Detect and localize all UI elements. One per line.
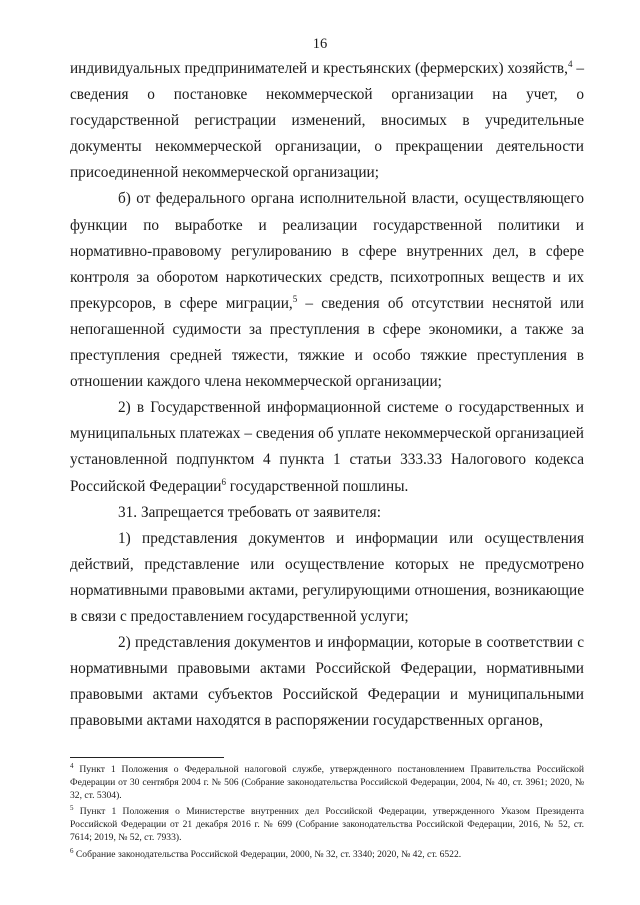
footnote-reference: 4 xyxy=(567,58,573,69)
paragraph-item-b xyxy=(70,186,584,395)
paragraph-text: индивидуальных предпринимателей и крестьянских (фермерских) хозяйств, xyxy=(70,60,568,77)
paragraph-text: – сведения об отсутствии неснятой или непогашенной судимости за преступления в сфере экономики, а также за преступления средней тяжести, тяжкие и особо тяжкие преступления в отношении каждого члена некоммерческой организации; xyxy=(70,294,584,391)
document-body xyxy=(70,56,584,734)
footnote-text: Пункт 1 Положения о Федеральной налоговой службе, утвержденного постановлением Правительства Российской Федерации от 30 сентября 2004 г. № 506 (Собрание законодательства Российской Федерации, 2004, № 40, ст. 3961; 2020, № 32, ст. 5304). xyxy=(70,764,584,802)
page-number: 16 xyxy=(312,36,328,52)
paragraph-item-2 xyxy=(70,395,584,499)
footnote-reference: 6 xyxy=(221,476,226,487)
footnotes xyxy=(70,763,584,861)
footnote xyxy=(70,848,584,861)
footnote-reference: 5 xyxy=(292,293,298,304)
paragraph-text: – сведения о постановке некоммерческой организации на учет, о государственной регистрации изменений, вносимых в учредительные документы некоммерческой организации, о прекращении деятельности присоединенной некоммерческой организации; xyxy=(70,60,584,182)
footnote-mark: 5 xyxy=(70,804,74,813)
footnote xyxy=(70,805,584,844)
footnote-text: Собрание законодательства Российской Федерации, 2000, № 32, ст. 3340; 2020, № 42, ст. 6522. xyxy=(73,848,462,860)
paragraph-text: б) от федерального органа исполнительной власти, осуществляющего функции по выработке и реализации государственной политики и нормативно-правовому регулированию в сфере внутренних дел, в сфере контроля за оборотом наркотических средств, психотропных веществ и их прекурсоров, в сфере миграции, xyxy=(70,190,584,312)
footnote-divider xyxy=(70,757,224,758)
paragraph-clause-31-item-1: 1) представления документов и информации или осуществления действий, представление или осуществление которых не предусмотрено нормативными правовыми актами, регулирующими отношения, возникающие в связи с предоставлением государственной услуги; xyxy=(70,529,584,625)
paragraph-text: 2) в Государственной информационной системе о государственных и муниципальных платежах – сведения об уплате некоммерческой организацией установленной подпунктом 4 пункта 1 статьи 333.33 Налогового кодекса Российской Федерации xyxy=(70,399,584,495)
footnote-mark: 6 xyxy=(70,846,74,855)
footnote-text: Пункт 1 Положения о Министерстве внутренних дел Российской Федерации, утвержденного Указом Президента Российской Федерации от 21 декабря 2016 г. № 699 (Собрание законодательства Российской Федерации, 2016, № 52, ст. 7614; 2019, № 52, ст. 7933). xyxy=(70,806,584,844)
footnote-mark: 4 xyxy=(70,761,74,770)
paragraph-text: государственной пошлины. xyxy=(225,477,409,495)
paragraph-continuation xyxy=(70,56,584,186)
paragraph-clause-31-item-2: 2) представления документов и информации, которые в соответствии с нормативными правовыми актами Российской Федерации, нормативными правовыми актами субъектов Российской Федерации и муниципальными правовыми актами находятся в распоряжении государственных органов, xyxy=(70,634,584,730)
footnote xyxy=(70,763,584,802)
paragraph-clause-31: 31. Запрещается требовать от заявителя: xyxy=(118,503,381,521)
